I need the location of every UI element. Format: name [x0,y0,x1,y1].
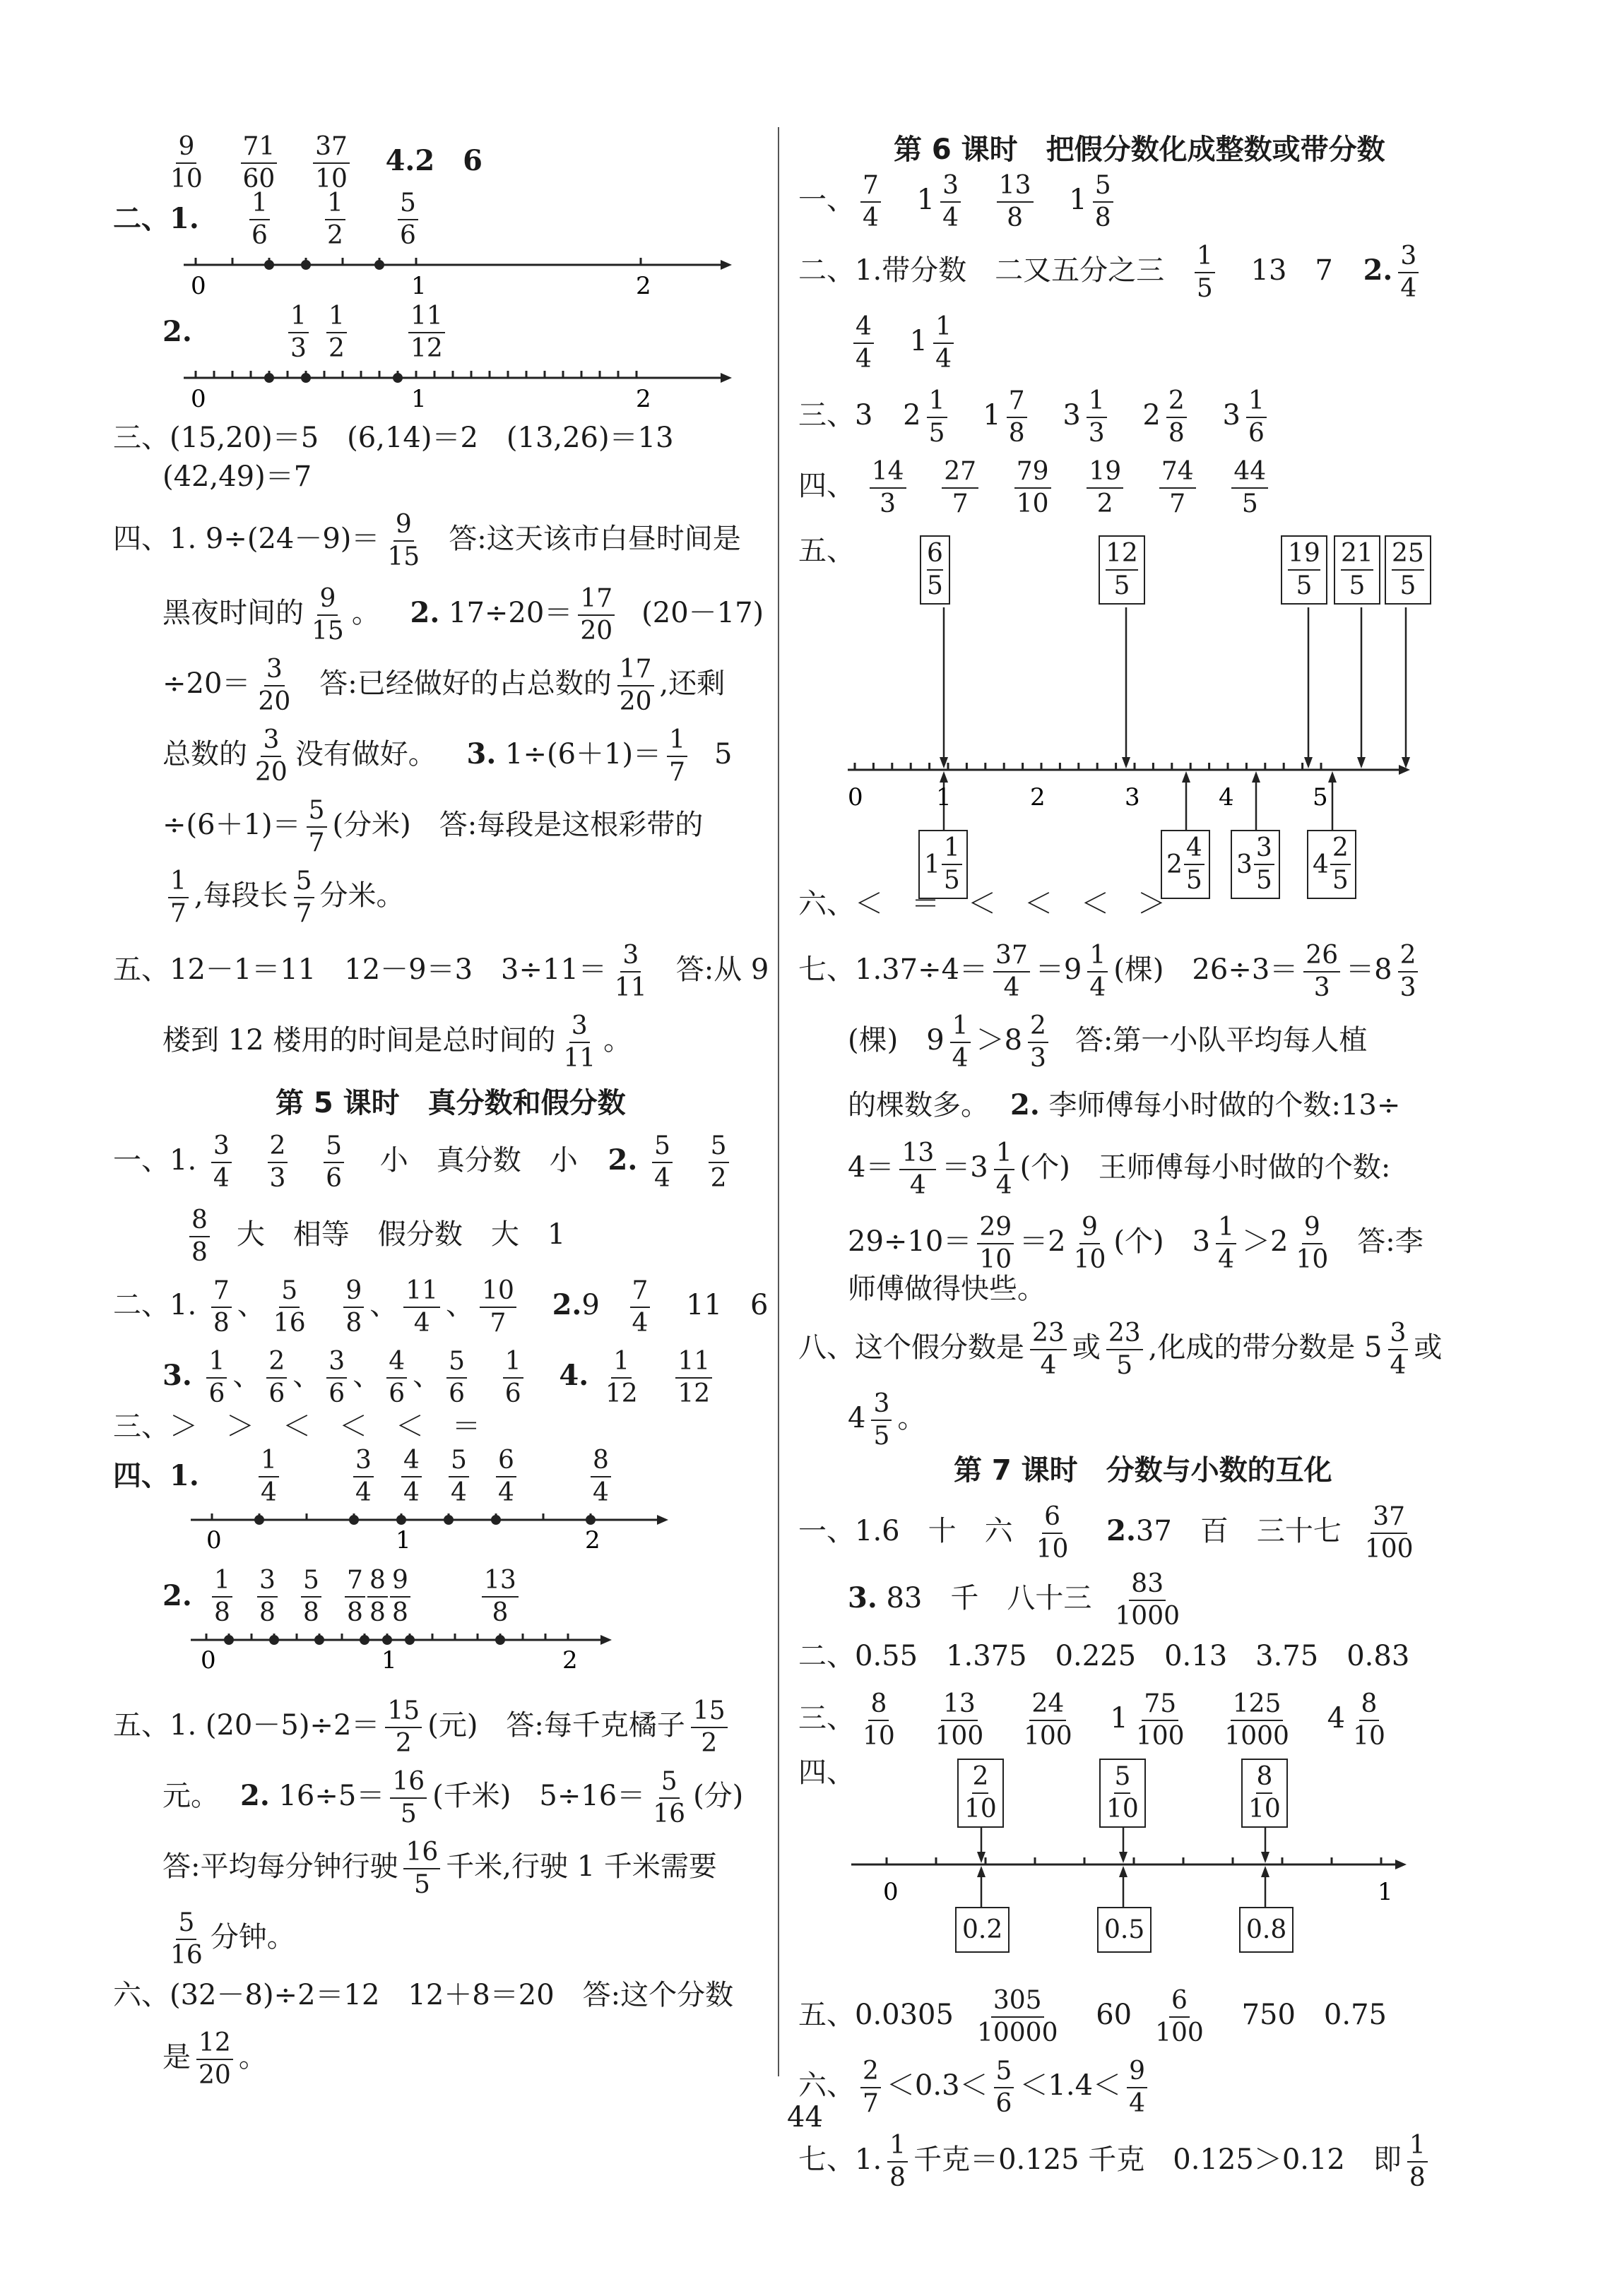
answer-line: 3. $\frac{1}{6}$ 、 $\frac{2}{6}$ 、 $\frac{3}{6}$ 、 $\frac{4}{6}$ 、 $\frac{5}{6}$ $\frac{1}{6}$ 4. $\frac{1}{12}$ $\frac{11}{12}$ [162,1349,718,1407]
answer-line: 七、1.37÷4＝ $\frac{37}{4}$ ＝9 $\frac{1}{4}$ (棵) 26÷3＝ $\frac{26}{3}$ ＝8 $\frac{2}{3}$ [798,943,1423,1001]
answer-line: 五、0.0305 $\frac{305}{10000}$ 60 $\frac{6}{100}$ 750 0.75 [798,1986,1387,2047]
answer-line: 三、3 2 $\frac{1}{5}$ 1 $\frac{7}{8}$ 3 $\frac{1}{3}$ 2 $\frac{2}{8}$ 3 $\frac{1}{6}$ [798,388,1272,446]
svg-text:3: 3 [1125,783,1140,811]
answer-line: 五、1. (20－5)÷2＝ $\frac{15}{2}$ (元) 答:每千克橘子 $\frac{15}{2}$ [113,1699,733,1756]
svg-text:2: 2 [585,1526,600,1554]
number-line [191,1511,685,1554]
number-line [184,367,735,417]
fraction-box: $\frac{8}{10}$ [1241,1759,1288,1828]
answer-line: 六、 $\frac{2}{7}$ ＜0.3＜ $\frac{5}{6}$ ＜1.4＜ $\frac{9}{4}$ [798,2059,1153,2117]
tick-label: 1 [411,385,427,413]
nl-label: $\frac{1}{2}$ [321,304,353,362]
answer-line: $\frac{5}{16}$ 分钟。 [170,1908,295,1970]
nl-label: $\frac{1}{3}$ [283,304,314,362]
answer-line: 六、＜ ＝ ＜ ＜ ＜ ＞ [798,888,1166,920]
mixed-number-box: 4 $\frac{2}{5}$ [1307,830,1356,899]
answer-line: (棵) 9 $\frac{1}{4}$ ＞8 $\frac{2}{3}$ 答:第一小队平均每人植 [848,1011,1368,1073]
answer-line [162,134,483,192]
svg-text:0: 0 [201,1646,216,1674]
answer-line: 八、这个假分数是 $\frac{23}{4}$ 或 $\frac{23}{5}$ ,化成的带分数是 5 $\frac{3}{4}$ 或 [798,1319,1443,1380]
tick-label: 0 [191,272,206,300]
answer-line: $\frac{4}{4}$ 1 $\frac{1}{4}$ [848,314,959,372]
mixed-number-box: 3 $\frac{3}{5}$ [1231,830,1280,899]
fraction-box: $\frac{5}{10}$ [1099,1759,1146,1828]
nl-label: $\frac{1}{6}$ [244,191,276,249]
svg-text:0: 0 [206,1526,222,1554]
answer-text: 4.2 6 [385,144,483,177]
answer-line: 29÷10＝ $\frac{29}{10}$ ＝2 $\frac{9}{10}$ (个) 3 $\frac{1}{4}$ ＞2 $\frac{9}{10}$ 答:李 [848,1213,1423,1274]
answer-line: 四、 $\frac{14}{3}$ $\frac{27}{7}$ $\frac{79}{10}$ $\frac{19}{2}$ $\frac{74}{7}$ $\frac{44}{5}$ [798,459,1274,517]
svg-text:2: 2 [562,1646,578,1674]
section-heading: 第 5 课时 真分数和假分数 [276,1087,626,1119]
answer-line: 楼到 12 楼用的时间是总时间的 $\frac{3}{11}$ 。 [162,1011,632,1073]
number-line [184,254,735,304]
answer-line: 三、 $\frac{8}{10}$ $\frac{13}{100}$ $\frac{24}{100}$ 1 $\frac{75}{100}$ $\frac{125}{1000}$ 4 $\frac{8}{10}$ [798,1689,1385,1751]
number-line-block: 2. $\frac{1}{8}$ $\frac{3}{8}$ $\frac{5}{8}$ $\frac{7}{8}$ $\frac{8}{8}$ $\frac{9}{8}$ $\frac{13}{8}$ 0 1 2 [113,1568,749,1674]
answer-line: 元。 2. 16÷5＝ $\frac{16}{5}$ (千米) 5÷16＝ $\frac{5}{16}$ (分) [162,1767,744,1828]
fraction-box: $\frac{2}{10}$ [957,1759,1004,1828]
answer-line: 4 $\frac{3}{5}$ 。 [848,1389,926,1451]
answer-line: 黑夜时间的 $\frac{9}{15}$ 。 2. 17÷20＝ $\frac{17}{20}$ (20－17) [162,584,764,646]
answer-line: 一、 $\frac{7}{4}$ 1 $\frac{3}{4}$ $\frac{13}{8}$ 1 $\frac{5}{8}$ [798,173,1119,231]
number-line-block: 四、1. $\frac{1}{4}$ $\frac{3}{4}$ $\frac{4}{4}$ $\frac{5}{4}$ $\frac{6}{4}$ $\frac{8}{4}$ 0 1 2 [113,1448,749,1554]
section-heading: 第 7 课时 分数与小数的互化 [954,1454,1332,1487]
answer-line: 三、＞ ＞ ＜ ＜ ＜ ＝ [113,1410,480,1443]
number-line [191,1631,629,1674]
svg-text:0: 0 [848,783,863,811]
section-heading: 第 6 课时 把假分数化成整数或带分数 [894,133,1385,166]
fraction-box: $\frac{19}{5}$ [1281,535,1327,605]
nl-label: $\frac{5}{6}$ [392,191,424,249]
answer-line: 三、(15,20)＝5 (6,14)＝2 (13,26)＝13 [113,422,674,454]
column-divider [778,127,779,2076]
number-line-block [113,189,749,304]
fraction: $\frac{9}{10}$ [170,132,203,194]
fraction-box: $\frac{6}{5}$ [920,535,950,605]
answer-line: $\frac{1}{7}$ ,每段长 $\frac{5}{7}$ 分米。 [162,869,405,927]
mixed-number-box: 2 $\frac{4}{5}$ [1161,830,1210,899]
svg-text:2: 2 [1030,783,1046,811]
fraction: $\frac{37}{10}$ [313,134,350,192]
svg-text:1: 1 [936,783,952,811]
svg-text:1: 1 [1378,1878,1393,1906]
answer-line: 六、(32－8)÷2＝12 12＋8＝20 答:这个分数 [113,1979,734,2011]
section-label: 四、 [798,1756,855,1789]
fraction-box: $\frac{21}{5}$ [1334,535,1380,605]
answer-line: 的棵数多。 2. 李师傅每小时做的个数:13÷ [848,1088,1401,1122]
answer-line: 二、0.55 1.375 0.225 0.13 3.75 0.83 [798,1640,1410,1672]
answer-line: 3. 83 千 八十三 $\frac{83}{1000}$ [848,1569,1180,1631]
answer-line: 五、12－1＝11 12－9＝3 3÷11＝ $\frac{3}{11}$ 答:从 9 [113,941,769,1002]
number-line-block [113,302,749,417]
section-label: 五、 [798,535,855,567]
fraction-box: $\frac{25}{5}$ [1385,535,1431,605]
answer-line: $\frac{8}{8}$ 大 相等 假分数 大 1 [184,1208,565,1266]
answer-line: 一、1.6 十 六 $\frac{6}{10}$ 2.37 百 三十七 $\frac{37}{100}$ [798,1502,1414,1564]
tick-label: 2 [636,385,651,413]
fraction-box: $\frac{12}{5}$ [1099,535,1145,605]
number-line-block [798,1751,1448,1963]
svg-text:5: 5 [1313,783,1328,811]
answer-line: 答:平均每分钟行驶 $\frac{16}{5}$ 千米,行驶 1 千米需要 [162,1838,717,1899]
svg-text:1: 1 [381,1646,397,1674]
page-number: 44 [787,2101,823,2134]
tick-label: 2 [636,272,651,300]
answer-line: 二、1. $\frac{7}{8}$ 、 $\frac{5}{16}$ $\frac{9}{8}$ 、 $\frac{11}{4}$ 、 $\frac{10}{7}$ 2.9 $\frac{7}{4}$ 11 6 [113,1276,769,1338]
answer-line: 是 $\frac{12}{20}$ 。 [162,2028,267,2090]
svg-text:4: 4 [1219,783,1234,811]
decimal-box: 0.5 [1097,1907,1152,1953]
svg-text:0: 0 [883,1878,899,1906]
answer-line: 4＝ $\frac{13}{4}$ ＝3 $\frac{1}{4}$ (个) 王师傅每小时做的个数: [848,1138,1391,1200]
mixed-number-box: 1 $\frac{1}{5}$ [918,830,968,899]
answer-line: 二、1.带分数 二又五分之三 $\frac{1}{5}$ 13 7 2. $\frac{3}{4}$ [798,244,1424,302]
fraction: $\frac{71}{60}$ [241,134,278,192]
answer-line: ÷(6＋1)＝ $\frac{5}{7}$ (分米) 答:每段是这根彩带的 [162,796,704,857]
answer-line: 四、1. 9÷(24－9)＝ $\frac{9}{15}$ 答:这天该市白昼时间是 [113,510,741,571]
section-label: 二、1. [113,202,199,235]
number-line-block [798,530,1448,904]
item-label: 2. [162,315,192,348]
nl-label: $\frac{11}{12}$ [403,304,451,362]
section-label: 四、1. [113,1459,199,1492]
answer-line: ÷20＝ $\frac{3}{20}$ 答:已经做好的占总数的 $\frac{17}{20}$ ,还剩 [162,655,726,716]
tick-label: 1 [411,272,427,300]
answer-line: (42,49)＝7 [162,460,312,493]
tick-label: 0 [191,385,206,413]
svg-text:1: 1 [396,1526,411,1554]
decimal-box: 0.8 [1239,1907,1294,1953]
answer-line: 总数的 $\frac{3}{20}$ 没有做好。 3. 1÷(6＋1)＝ $\frac{1}{7}$ 5 [162,725,733,787]
answer-line: 师傅做得快些。 [848,1273,1046,1305]
answer-line: 一、1. $\frac{3}{4}$ $\frac{2}{3}$ $\frac{5}{6}$ 小 真分数 小 2. $\frac{5}{4}$ $\frac{5}{2}$ [113,1134,735,1191]
answer-line: 七、1. $\frac{1}{8}$ 千克＝0.125 千克 0.125＞0.12 即 $\frac{1}{8}$ [798,2133,1433,2191]
item-label: 2. [162,1579,192,1612]
decimal-box: 0.2 [955,1907,1010,1953]
nl-label: $\frac{1}{2}$ [319,191,351,249]
